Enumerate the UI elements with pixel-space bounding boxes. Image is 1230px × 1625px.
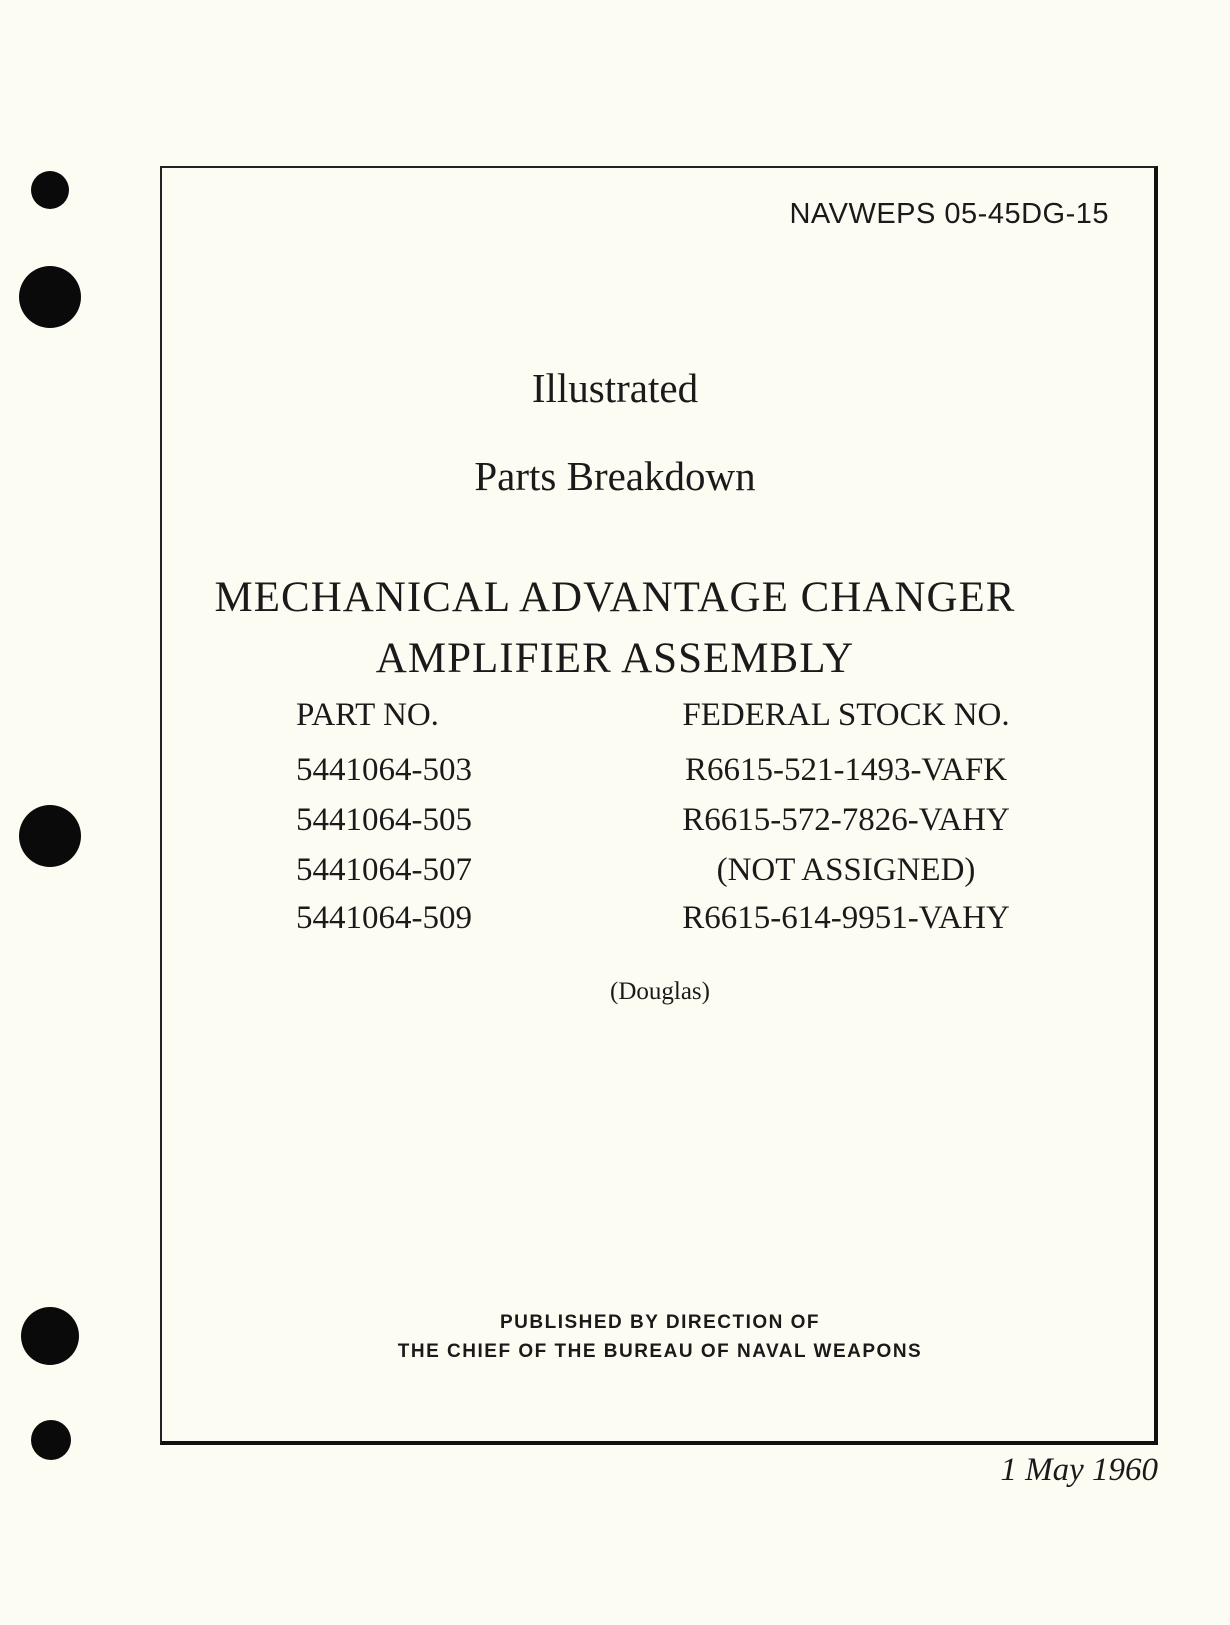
- binder-hole: [19, 805, 81, 867]
- publisher-line-1: [300, 1312, 1020, 1334]
- binder-hole: [19, 266, 81, 328]
- publisher-text-1: PUBLISHED BY DIRECTION OF: [499, 1312, 821, 1333]
- publication-date: 1 May 1960: [1000, 1452, 1158, 1488]
- stock-number: R6615-614-9951-VAHY: [682, 900, 1010, 936]
- binder-hole: [31, 171, 69, 209]
- publisher-text-2: THE CHIEF OF THE BUREAU OF NAVAL WEAPONS: [397, 1341, 923, 1362]
- publisher-line-2: [300, 1341, 1020, 1363]
- binder-hole: [31, 1420, 71, 1460]
- title-line-2: Parts Breakdown: [474, 453, 756, 499]
- part-no-header: PART NO.: [296, 697, 439, 733]
- subject-line-1: MECHANICAL ADVANTAGE CHANGER: [214, 574, 1016, 621]
- part-number: 5441064-509: [296, 900, 472, 936]
- document-number: NAVWEPS 05-45DG-15: [789, 198, 1109, 230]
- manufacturer: (Douglas): [610, 978, 710, 1005]
- subject-line-2: AMPLIFIER ASSEMBLY: [375, 635, 855, 682]
- stock-number: R6615-521-1493-VAFK: [684, 752, 1008, 788]
- stock-number: (NOT ASSIGNED): [716, 852, 976, 888]
- part-number: 5441064-507: [296, 852, 472, 888]
- stock-no-header: FEDERAL STOCK NO.: [682, 697, 1010, 733]
- stock-number: R6615-572-7826-VAHY: [682, 802, 1010, 838]
- binder-hole: [21, 1307, 79, 1365]
- part-number: 5441064-505: [296, 802, 472, 838]
- title-line-1: Illustrated: [531, 365, 699, 411]
- part-number: 5441064-503: [296, 752, 472, 788]
